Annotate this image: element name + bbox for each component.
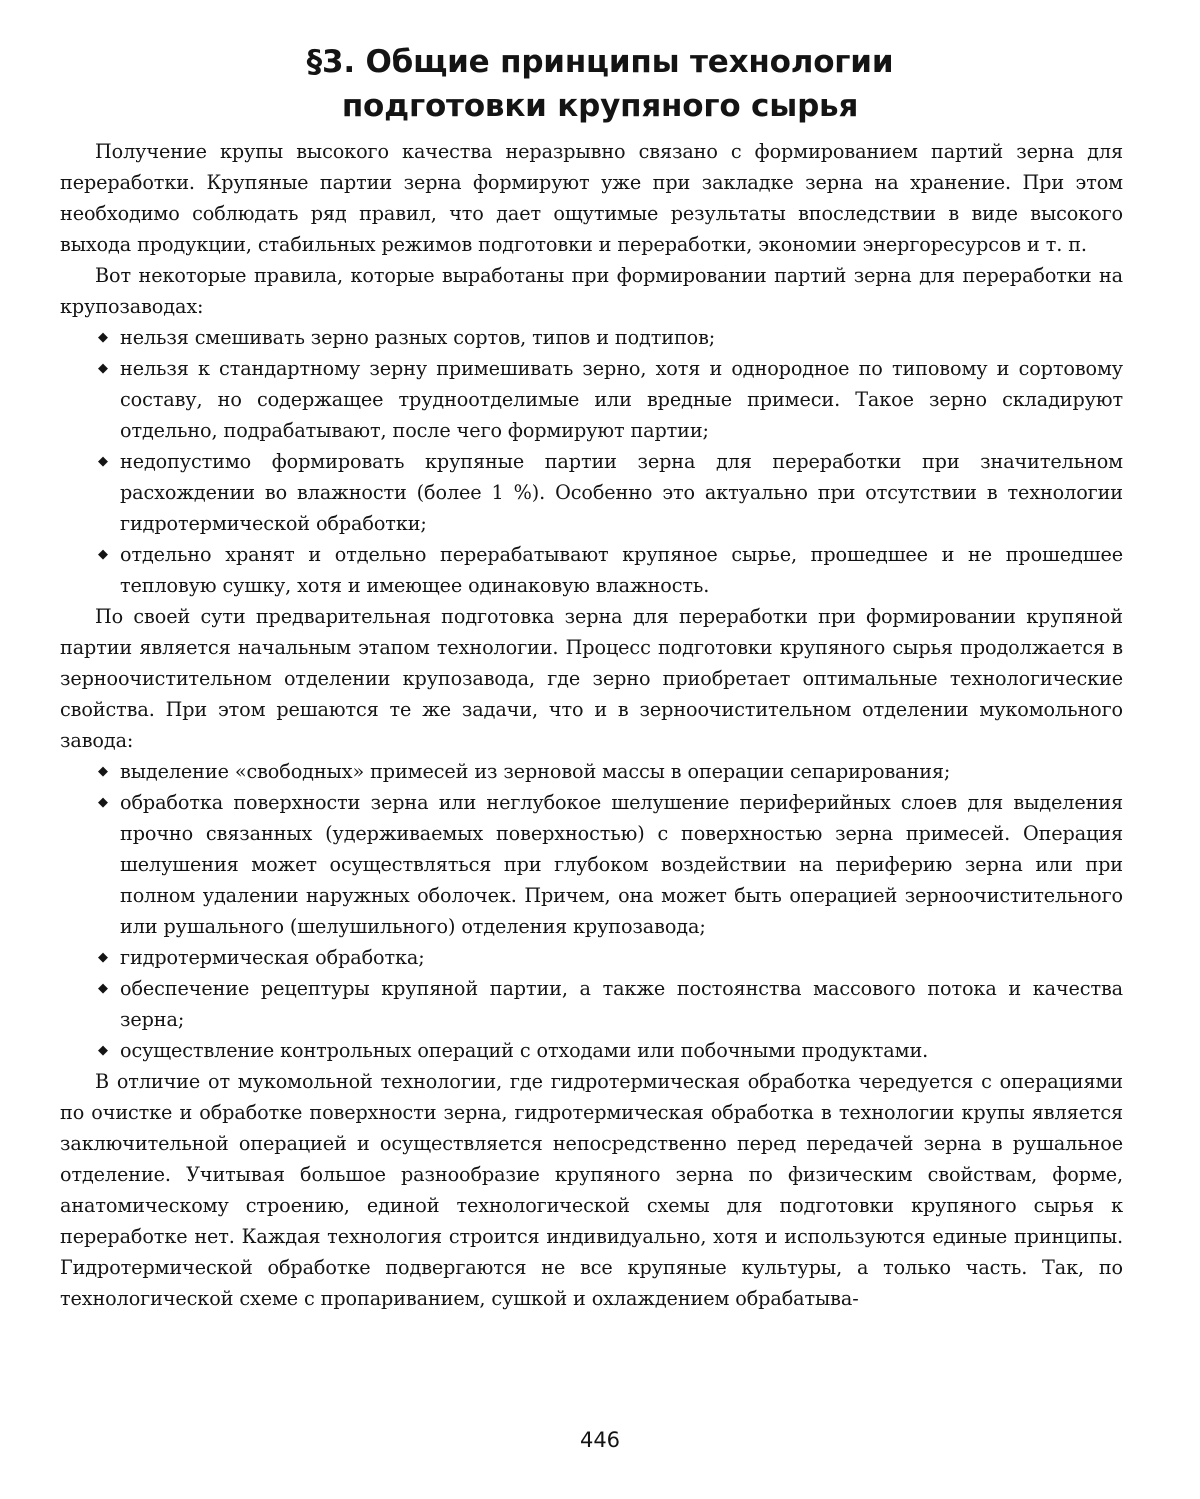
page-number: 446	[579, 1428, 621, 1452]
tasks-list	[60, 756, 1123, 1066]
body-text	[60, 136, 1123, 1314]
bullet-icon: ◆	[98, 547, 108, 562]
paragraph-preparation: По своей сути предварительная подготовка зерна для переработки при формировании крупяной партии является начальным этапом технологии. Процесс подготовки крупяного сырья продолжается в зерноочистительном отделении крупозавода, где зерно приобретает оптимальные технологические свойства. При этом решаются те же задачи, что и в зерноочистительном отделении мукомольного завода:	[60, 605, 1123, 752]
bullet-icon: ◆	[98, 981, 108, 996]
section-heading-line-1: §3. Общие принципы технологии	[306, 44, 894, 80]
rules-list	[60, 322, 1123, 601]
bullet-icon: ◆	[98, 1043, 108, 1058]
section-heading	[0, 40, 1200, 128]
list-item: ◆ недопустимо формировать крупяные партии зерна для переработки при значительном расхождении во влажности (более 1 %). Особенно это актуально при отсутствии в технологии гидротермической обработки;	[120, 446, 1123, 539]
paragraph-intro: Получение крупы высокого качества неразрывно связано с формированием партий зерна для переработки. Крупяные партии зерна формируют уже при закладке зерна на хранение. При этом необходимо соблюдать ряд правил, что дает ощутимые результаты впоследствии в виде высокого выхода продукции, стабильных режимов подготовки и переработки, экономии энергоресурсов и т. п.	[60, 140, 1123, 256]
bullet-icon: ◆	[98, 950, 108, 965]
bullet-icon: ◆	[98, 795, 108, 810]
bullet-icon: ◆	[98, 764, 108, 779]
bullet-icon: ◆	[98, 454, 108, 469]
list-item: ◆ нельзя смешивать зерно разных сортов, типов и подтипов;	[120, 322, 1123, 353]
list-item: ◆ осуществление контрольных операций с отходами или побочными продуктами.	[120, 1035, 1123, 1066]
list-item: ◆ отдельно хранят и отдельно перерабатывают крупяное сырье, прошедшее и не прошедшее тепловую сушку, хотя и имеющее одинаковую влажность.	[120, 539, 1123, 601]
paragraph-rules-intro: Вот некоторые правила, которые выработаны при формировании партий зерна для переработки на крупозаводах:	[60, 264, 1123, 318]
list-item: ◆ выделение «свободных» примесей из зерновой массы в операции сепарирования;	[120, 756, 1123, 787]
bullet-icon: ◆	[98, 330, 108, 345]
list-item: ◆ гидротермическая обработка;	[120, 942, 1123, 973]
section-heading-line-2: подготовки крупяного сырья	[341, 88, 859, 124]
list-item: ◆ обеспечение рецептуры крупяной партии, а также постоянства массового потока и качества зерна;	[120, 973, 1123, 1035]
list-item: ◆ обработка поверхности зерна или неглубокое шелушение периферийных слоев для выделения прочно связанных (удерживаемых поверхностью) с поверхностью зерна примесей. Операция шелушения может осуществляться при глубоком воздействии на периферию зерна или при полном удалении наружных оболочек. Причем, она может быть операцией зерноочистительного или рушального (шелушильного) отделения крупозавода;	[120, 787, 1123, 942]
bullet-icon: ◆	[98, 361, 108, 376]
list-item: ◆ нельзя к стандартному зерну примешивать зерно, хотя и однородное по типовому и сортовому составу, но содержащее трудноотделимые или вредные примеси. Такое зерно складируют отдельно, подрабатывают, после чего формируют партии;	[120, 353, 1123, 446]
paragraph-hydrothermal: В отличие от мукомольной технологии, где гидротермическая обработка чередуется с операциями по очистке и обработке поверхности зерна, гидротермическая обработка в технологии крупы является заключительной операцией и осуществляется непосредственно перед передачей зерна в рушальное отделение. Учитывая большое разнообразие крупяного зерна по физическим свойствам, форме, анатомическому строению, единой технологической схемы для подготовки крупяного сырья к переработке нет. Каждая технология строится индивидуально, хотя и используются единые принципы. Гидротермической обработке подвергаются не все крупяные культуры, а только часть. Так, по технологической схеме с пропариванием, сушкой и охлаждением обрабатыва-	[60, 1070, 1123, 1310]
